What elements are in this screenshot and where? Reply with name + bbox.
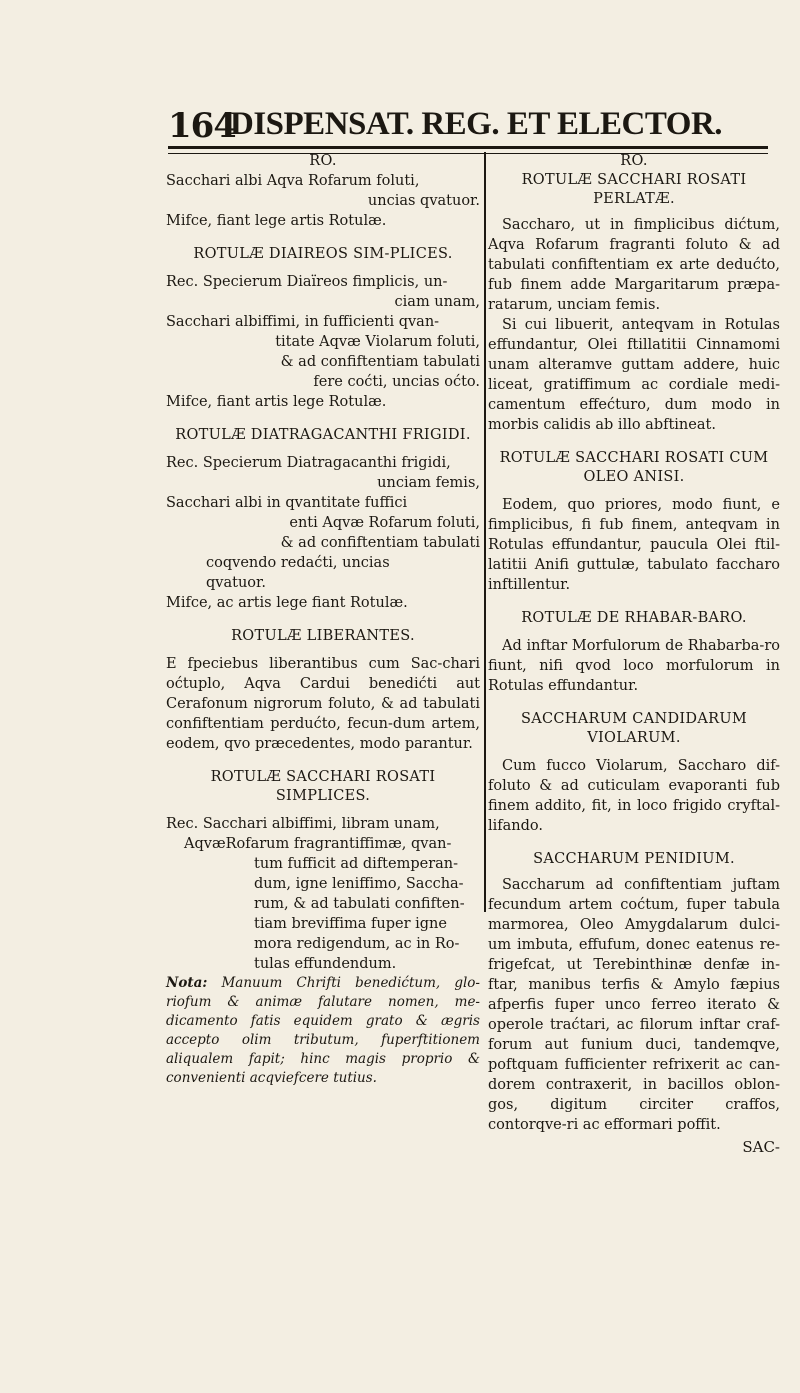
- section-paragraph: Saccharo, ut in fimplicibus dićtum, Aqva Rofarum fragranti foluto & ad tabulati confiftentiam ex arte dedućto, fub finem adde Margaritarum præpa-ratarum, unciam femis.: [488, 217, 780, 313]
- recipe-line: Sacchari albi in qvantitate fuffici: [166, 495, 408, 511]
- section-rosati-simplices: [166, 768, 480, 1088]
- section-paragraph: E fpeciebus liberantibus cum Sac-chari oćtuplo, Aqva Cardui benedićti aut Cerafonum nigrorum foluto, & ad tabulati confiftentiam perdućto, fecun-dum artem, eodem, qvo præcedentes, modo parantur.: [166, 656, 480, 752]
- section-paragraph: Ad inftar Morfulorum de Rhabarba-ro fiunt, nifi qvod loco morfulorum in Rotulas effundantur.: [488, 638, 780, 694]
- catchword: SAC-: [742, 1138, 780, 1156]
- recipe-line: Mifce, fiant artis lege Rotulæ.: [166, 394, 387, 410]
- nota-text: Manuum Chrifti benedićtum, glo-riofum & animæ falutare nomen, me-dicamento fatis equidem grato & ægris accepto olim tributum, fuperftitionem aliqualem fapit; hinc magis proprio & convenienti acqviefcere tutius.: [166, 975, 480, 1086]
- recipe-line: Rec. Specierum Diatragacanthi frigidi,: [166, 455, 451, 471]
- running-title: DISPENSAT. REG. ET ELECTOR.: [230, 106, 723, 142]
- recipe-line: AqvæRofarum fragrantiffimæ, qvan-: [184, 836, 452, 852]
- recipe-line: Mifce, ac artis lege fiant Rotulæ.: [166, 595, 408, 611]
- recipe-line: tulas effundendum.: [254, 956, 397, 972]
- recipe-line: tum fufficit ad diftemperan-: [254, 856, 459, 872]
- page-number: 164: [168, 106, 236, 146]
- section-candidarum-violarum: [488, 710, 780, 836]
- section-title: ROTULÆ SACCHARI ROSATI SIMPLICES.: [210, 769, 436, 804]
- recipe-line: & ad confiftentiam tabulati: [280, 535, 480, 551]
- right-column: [488, 152, 780, 1157]
- recipe-line: Sacchari albi Aqva Rofarum foluti,: [166, 173, 420, 189]
- section-rhabarbaro: [488, 609, 780, 696]
- section-paragraph: Eodem, quo priores, modo fiunt, e fimplicibus, fi fub finem, anteqvam in Rotulas effundantur, paucula Olei ftil-latitii Anifi guttulæ, tabulato faccharo inftillentur.: [488, 497, 780, 593]
- section-liberantes: [166, 627, 480, 754]
- right-ro-section: [488, 152, 780, 209]
- recipe-line: titate Aqvæ Violarum foluti,: [275, 334, 480, 350]
- section-penidium: [488, 850, 780, 1157]
- left-column: [166, 152, 480, 1102]
- recipe-line: unciam femis,: [377, 475, 480, 491]
- recipe-line: tiam breviffima fuper igne: [254, 916, 447, 932]
- section-rosati-anisi: [488, 449, 780, 595]
- recipe-line: qvatuor.: [206, 575, 266, 591]
- section-title: SACCHARUM PENIDIUM.: [533, 851, 735, 867]
- recipe-line: enti Aqvæ Rofarum foluti,: [289, 515, 480, 531]
- recipe-line: Rec. Sacchari albiffimi, libram unam,: [166, 816, 440, 832]
- section-paragraph: Saccharum ad confiftentiam juftam fecundum artem coćtum, fuper tabula marmorea, Oleo Amygdalarum dulci-um imbuta, effufum, donec eatenus re-frigefcat, ut Terebinthinæ denfæ in-ftar, manibus terfis & Amylo fæpius afperfis fuper unco ferreo iterato & operole traćtari, ac filorum inftar craf-forum aut funium duci, tandemqve, poftquam fufficienter refrixerit ac can-dorem contraxerit, in bacillos oblon-gos, digitum circiter craffos, contorqve-ri ac efformari poffit.: [488, 877, 780, 1133]
- recipe-line: fere coćti, uncias oćto.: [313, 374, 480, 390]
- section-title: ROTULÆ DIAIREOS SIM-PLICES.: [193, 246, 453, 262]
- recipe-line: ciam unam,: [394, 294, 480, 310]
- section-paragraph: Cum fucco Violarum, Saccharo dif-foluto & ad cuticulam evaporanti fub finem addito, fit, in loco frigido cryftal-lifando.: [488, 758, 780, 834]
- section-paragraph: Si cui libuerit, anteqvam in Rotulas effundantur, Olei ftillatitii Cinnamomi unam alteramve guttam addere, huic liceat, gratiffimum ac cordiale medi-camentum effećturo, dum modo in morbis calidis ab illo abftineat.: [488, 317, 780, 433]
- right-ro-heading: RO.: [620, 153, 648, 169]
- recipe-line: mora redigendum, ac in Ro-: [254, 936, 460, 952]
- nota-label: Nota:: [166, 975, 208, 991]
- section-diatragacanthi: [166, 426, 480, 613]
- recipe-line: dum, igne leniffimo, Saccha-: [254, 876, 464, 892]
- recipe-line: rum, & ad tabulati confiften-: [254, 896, 465, 912]
- nota-paragraph: [166, 974, 480, 1088]
- section-title: ROTULÆ DE RHABAR-BARO.: [521, 610, 747, 626]
- left-ro-heading: RO.: [309, 153, 337, 169]
- column-divider: [484, 152, 486, 912]
- section-rosati-perlatae: [488, 215, 780, 435]
- recipe-line: Sacchari albiffimi, in fufficienti qvan-: [166, 314, 440, 330]
- section-title: SACCHARUM CANDIDARUM VIOLARUM.: [521, 711, 747, 746]
- recipe-line: & ad confiftentiam tabulati: [280, 354, 480, 370]
- recipe-line: uncias qvatuor.: [367, 193, 480, 209]
- section-title: ROTULÆ DIATRAGACANTHI FRIGIDI.: [175, 427, 471, 443]
- section-title: ROTULÆ SACCHARI ROSATI PERLATÆ.: [521, 172, 747, 207]
- page-header: [168, 100, 768, 149]
- recipe-line: coqvendo redaćti, uncias: [206, 555, 390, 571]
- recipe-line: Mifce, fiant lege artis Rotulæ.: [166, 213, 387, 229]
- section-title: ROTULÆ SACCHARI ROSATI CUM OLEO ANISI.: [499, 450, 769, 485]
- left-ro-section: [166, 152, 480, 231]
- recipe-line: Rec. Specierum Diaïreos fimplicis, un-: [166, 274, 448, 290]
- section-diaireos: [166, 245, 480, 412]
- section-title: ROTULÆ LIBERANTES.: [231, 628, 415, 644]
